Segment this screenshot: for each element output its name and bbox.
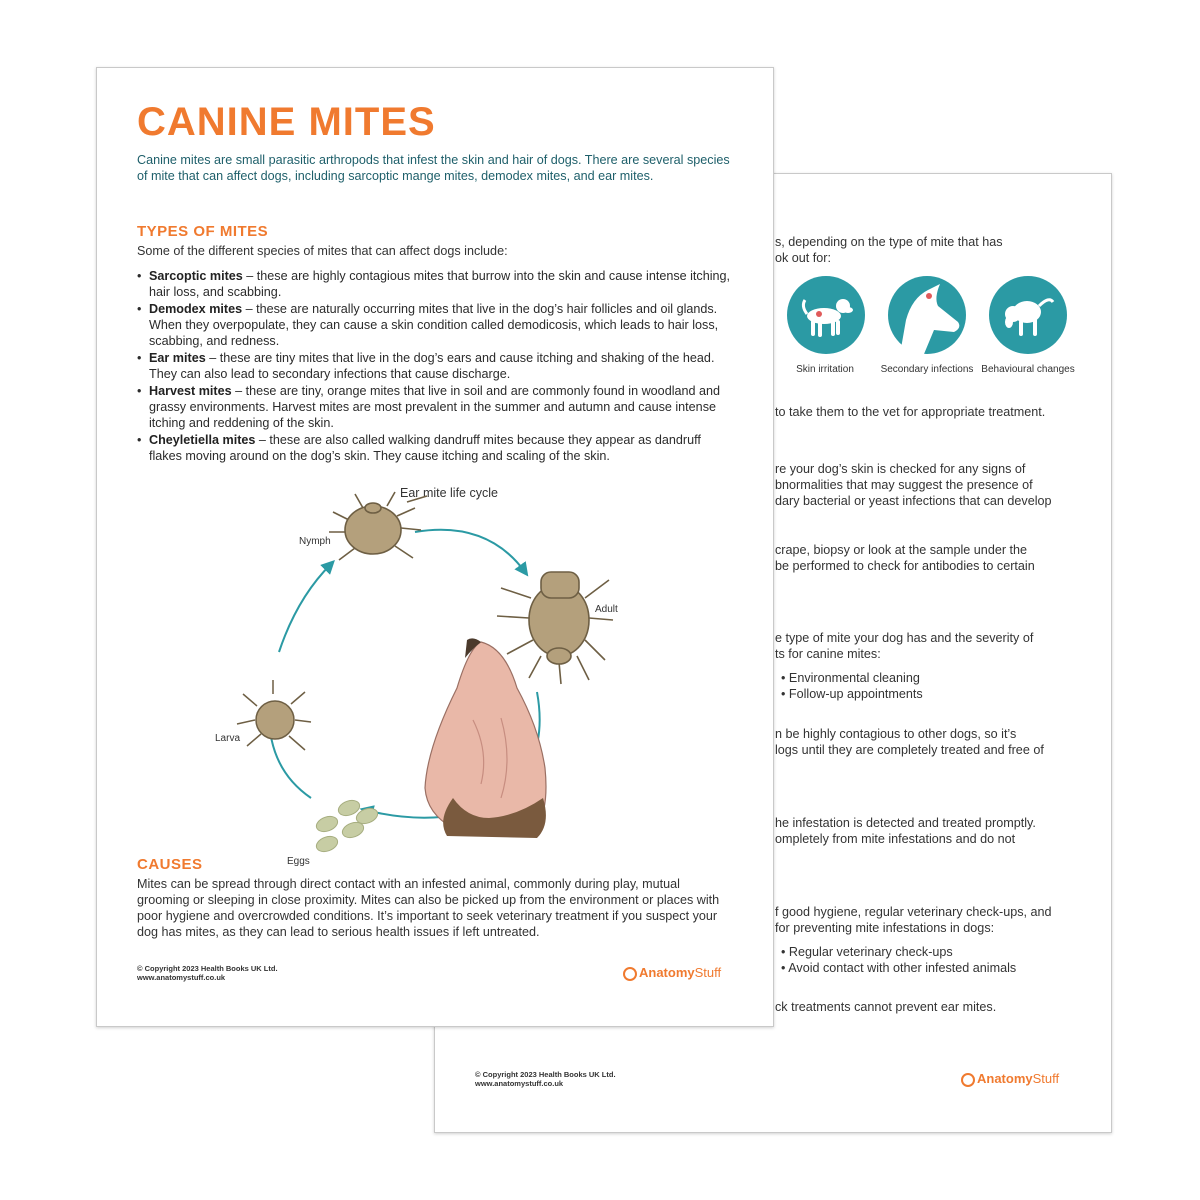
back-text-line: ok out for: — [775, 251, 832, 265]
secondary-infections-icon — [888, 276, 966, 354]
back-copyright: © Copyright 2023 Health Books UK Ltd. www.anatomystuff.co.uk — [475, 1070, 616, 1088]
back-text-line: f good hygiene, regular veterinary check-ups, and — [775, 905, 1052, 919]
icon-label: Secondary infections — [880, 364, 974, 375]
icon-label: Behavioural changes — [981, 364, 1075, 375]
page-title: CANINE MITES — [137, 100, 436, 144]
diagram-title: Ear mite life cycle — [400, 486, 498, 500]
back-text-line: e type of mite your dog has and the severity of — [775, 631, 1034, 645]
list-item: • Cheyletiella mites – these are also called walking dandruff mites because they appear as dandruff flakes moving around on the dog’s skin. They cause itching and scaling of the skin. — [137, 432, 733, 464]
back-text-line: ck treatments cannot prevent ear mites. — [775, 1000, 997, 1014]
eggs-label: Eggs — [287, 856, 310, 867]
list-item: • Demodex mites – these are naturally occurring mites that live in the dog’s hair follicles and oil glands. When they overpopulate, they can cause a skin condition called demodicosis, which leads to hair loss, scabbing, and redness. — [137, 301, 733, 349]
nymph-mite-icon — [329, 492, 427, 560]
back-text-line: bnormalities that may suggest the presence of — [775, 478, 1033, 492]
back-logo: AnatomyStuff — [961, 1071, 1059, 1087]
types-intro: Some of the different species of mites that can affect dogs include: — [137, 244, 508, 258]
back-text-line: he infestation is detected and treated promptly. — [775, 816, 1036, 830]
adult-label: Adult — [595, 604, 618, 615]
anatomystuff-logo-icon — [961, 1073, 975, 1087]
icon-label: Skin irritation — [796, 364, 854, 375]
types-heading: TYPES OF MITES — [137, 223, 269, 240]
back-text-line: be performed to check for antibodies to certain — [775, 559, 1035, 573]
back-text-line: for preventing mite infestations in dogs: — [775, 921, 995, 935]
back-text-line: dary bacterial or yeast infections that can develop — [775, 494, 1052, 508]
back-bullet: • Regular veterinary check-ups — [781, 945, 953, 959]
nymph-label: Nymph — [299, 536, 331, 547]
back-text-line: n be highly contagious to other dogs, so it’s — [775, 727, 1017, 741]
behavioural-changes-icon — [989, 276, 1067, 354]
list-item: • Sarcoptic mites – these are highly contagious mites that burrow into the skin and cause intense itching, hair loss, and scabbing. — [137, 268, 733, 300]
list-item: • Ear mites – these are tiny mites that live in the dog’s ears and cause itching and shaking of the head. They can also lead to secondary infections that cause discharge. — [137, 350, 733, 382]
causes-heading: CAUSES — [137, 856, 203, 873]
back-text-line: re your dog’s skin is checked for any signs of — [775, 462, 1026, 476]
back-bullet: • Follow-up appointments — [781, 687, 923, 701]
skin-irritation-icon — [787, 276, 865, 354]
back-bullet: • Avoid contact with other infested animals — [781, 961, 1017, 975]
causes-paragraph: Mites can be spread through direct contact with an infested animal, commonly during play, mutual grooming or sleeping in close proximity. Mites can also be picked up from the environment or places with poor hygiene and overcrowded conditions. It’s important to seek veterinary treatment if you suspect your dog has mites, as they can lead to serious health issues if left untreated. — [137, 877, 720, 939]
anatomystuff-logo-icon — [623, 967, 637, 981]
back-bullet: • Environmental cleaning — [781, 671, 920, 685]
intro-paragraph: Canine mites are small parasitic arthropods that infest the skin and hair of dogs. There are several species of mite that can affect dogs, including sarcoptic mange mites, demodex mites, and ear mites. — [137, 153, 730, 183]
back-text-line: s, depending on the type of mite that has — [775, 235, 1003, 249]
back-text-line: to take them to the vet for appropriate treatment. — [775, 405, 1046, 419]
back-text-line: ompletely from mite infestations and do not — [775, 832, 1016, 846]
front-logo: AnatomyStuff — [623, 965, 721, 981]
back-text-line: logs until they are completely treated and free of — [775, 743, 1044, 757]
eggs-icon — [314, 798, 379, 855]
adult-mite-icon — [497, 572, 613, 684]
larva-label: Larva — [215, 733, 241, 744]
mite-types-list — [137, 268, 733, 465]
dog-ear-icon — [425, 638, 546, 838]
list-item: • Harvest mites – these are tiny, orange mites that live in soil and are commonly found in woodland and grassy environments. Harvest mites are most prevalent in the summer and autumn and cause intense itching and reddening of the skin. — [137, 383, 733, 431]
back-text-line: ts for canine mites: — [775, 647, 881, 661]
larva-mite-icon — [237, 680, 311, 750]
front-page — [96, 67, 774, 1027]
front-copyright: © Copyright 2023 Health Books UK Ltd. www.anatomystuff.co.uk — [137, 964, 278, 982]
back-text-line: crape, biopsy or look at the sample under the — [775, 543, 1028, 557]
